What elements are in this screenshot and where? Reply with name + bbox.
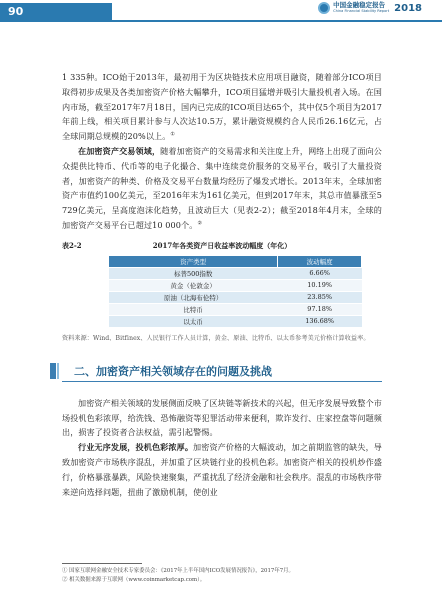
page-content (62, 70, 382, 499)
table-header-volatility: 波动幅度 (278, 255, 362, 267)
footnote-1: ① 国家互联网金融安全技术专家委员会：《2017年上半年国内ICO发展情况报告》，2017年7月。 (62, 568, 294, 574)
page-number: 90 (8, 5, 24, 18)
table-number: 表2-2 (62, 240, 82, 250)
report-brand (318, 2, 422, 14)
table-row: 黄金（伦敦金） 10.19% (109, 279, 362, 291)
page-header (0, 0, 442, 22)
section-underline (62, 381, 382, 382)
table-caption (62, 241, 382, 251)
header-rule (0, 20, 442, 22)
brand-title-en: China Financial Stability Report (333, 8, 390, 13)
page-number-tab (0, 3, 112, 21)
table-title: 2017年各类资产日收益率波动幅度（年化） (152, 240, 292, 250)
footnote-2: ② 相关数据来源于互联网（www.coinmarketcap.com）。 (62, 577, 206, 583)
table-row: 以太币 136.68% (109, 315, 362, 327)
paragraph-problems: 加密资产相关领域的发展侧面反映了区块链等新技术的兴起，但无序发展导致整个市场投机色彩浓厚，给洗钱、恐怖融资等犯罪活动带来便利，欺诈发行、庄家控盘等问题频出，损害了投资者合法权益，需引起警惕。 (62, 397, 382, 438)
table-row: 标普500指数 6.66% (109, 267, 362, 279)
footnote-rule (62, 563, 142, 564)
paragraph-ico: 1 335种。ICO始于2013年，最初用于为区块链技术应用项目融资，随着部分ICO项目取得初步成果及各类加密资产价格大幅攀升，ICO项目猛增并吸引大量投机者入场。在国内市场，截至2017年7月18日，国内已完成的ICO项目达65个，其中仅5个项目为2017年前上线，相关项目累计参与人次达10.5万，累计融资规模约合人民币26.16亿元，占全球同期总规模的20%以上。① (62, 72, 382, 142)
section-marker-accent (57, 363, 59, 379)
report-logo-icon (318, 2, 330, 14)
footnote-ref-1[interactable]: ① (170, 131, 176, 138)
paragraph-speculation: 行业无序发展，投机色彩浓厚。加密资产价格的大幅波动，加之前期监管的缺失，导致加密资产市场秩序混乱，并加重了区块链行业的投机色彩。加密资产相关的投机炒作盛行，价格暴涨暴跌，风险快速聚集，严重扰乱了经济金融和社会秩序。混乱的市场秩序带来逆向选择问题，扭曲了激励机制，使创业 (62, 442, 382, 497)
table-source: 资料来源：Wind、Bitfinex、人民银行工作人员计算，黄金、原油、比特币、以太币参考美元价格计算收益率。 (62, 334, 370, 342)
volatility-table (108, 255, 362, 328)
table-header-asset: 资产类型 (109, 255, 278, 267)
section-heading (62, 360, 382, 382)
brand-year: 2018 (394, 2, 422, 14)
footnotes (62, 563, 382, 585)
brand-title-cn: 中国金融稳定报告 (333, 1, 386, 10)
section-title: 二、加密资产相关领域存在的问题及挑战 (74, 364, 272, 378)
section-marker (50, 363, 56, 379)
table-row: 原油（北海布伦特） 23.85% (109, 291, 362, 303)
table-row: 比特币 97.18% (109, 303, 362, 315)
paragraph-trading: 在加密资产交易领域，随着加密资产的交易需求和关注度上升，网络上出现了面向公众提供比特币、代币等的电子化撮合、集中连续竞价服务的交易平台，吸引了大量投资者，加密资产的种类、价格及交易平台数量均经历了爆发式增长。2013年末，全球加密资产市值约100亿美元，至2016年末为161亿美元，但到2017年末，其总市值暴涨至5 729亿美元，呈高度泡沫化趋势，且波动巨大（见表2-2）；截至2018年4月末，全球的加密资产交易平台已超过10 000个。② (62, 145, 382, 230)
footnote-ref-2[interactable]: ② (197, 220, 203, 227)
